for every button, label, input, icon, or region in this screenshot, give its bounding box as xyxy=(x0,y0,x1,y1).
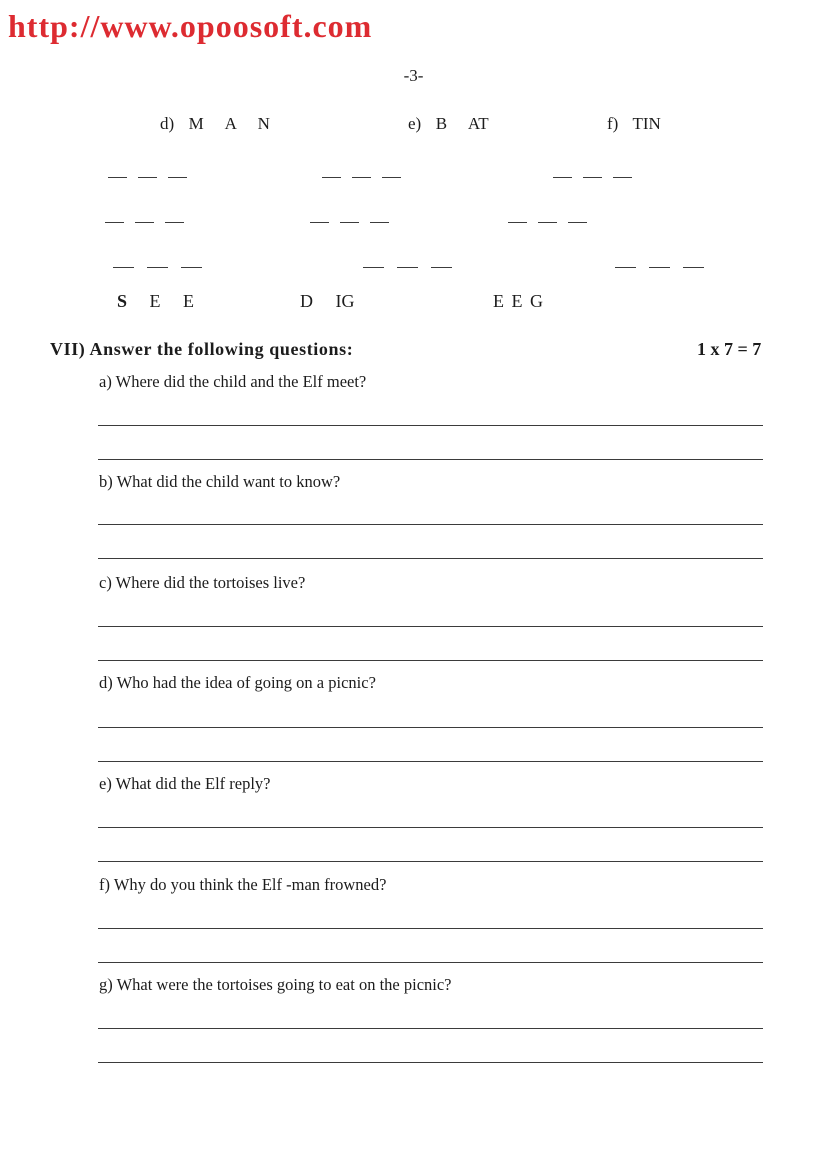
answer-line xyxy=(98,727,763,728)
blank-dash-group-r2c3 xyxy=(508,222,587,223)
answer-line xyxy=(98,861,763,862)
blank-dash-group-r3c1 xyxy=(113,267,202,268)
blank-dash xyxy=(181,267,202,268)
question-c: c) Where did the tortoises live? xyxy=(99,573,306,592)
puzzle-item-d: d) M A N xyxy=(160,114,270,133)
answer-line xyxy=(98,524,763,525)
blank-dash xyxy=(352,177,371,178)
blank-dash xyxy=(613,177,632,178)
answer-line xyxy=(98,761,763,762)
blank-dash xyxy=(310,222,329,223)
blank-dash xyxy=(538,222,557,223)
blank-dash xyxy=(508,222,527,223)
answer-line xyxy=(98,558,763,559)
blank-dash xyxy=(683,267,704,268)
blank-dash xyxy=(108,177,127,178)
blank-dash xyxy=(370,222,389,223)
blank-dash-group-r1c2 xyxy=(322,177,401,178)
blank-dash xyxy=(168,177,187,178)
blank-dash xyxy=(397,267,418,268)
blank-dash xyxy=(615,267,636,268)
watermark-url[interactable]: http://www.opoosoft.com xyxy=(8,8,373,44)
blank-dash xyxy=(165,222,184,223)
marks-label: 1 x 7 = 7 xyxy=(697,339,762,359)
answer-line xyxy=(98,928,763,929)
question-e: e) What did the Elf reply? xyxy=(99,774,271,793)
answer-line xyxy=(98,626,763,627)
blank-dash xyxy=(147,267,168,268)
blank-dash xyxy=(431,267,452,268)
answer-line xyxy=(98,425,763,426)
page-number: -3- xyxy=(403,66,424,85)
answer-line xyxy=(98,1062,763,1063)
answer-letters-1: S E E xyxy=(117,291,195,311)
blank-dash xyxy=(138,177,157,178)
puzzle-item-f: f) TIN xyxy=(607,114,661,133)
blank-dash xyxy=(363,267,384,268)
blank-dash-group-r2c2 xyxy=(310,222,389,223)
answer-letters-3: E E G xyxy=(493,291,543,311)
blank-dash xyxy=(113,267,134,268)
question-a: a) Where did the child and the Elf meet? xyxy=(99,372,367,391)
blank-dash xyxy=(649,267,670,268)
blank-dash xyxy=(322,177,341,178)
answer-line xyxy=(98,459,763,460)
blank-dash xyxy=(553,177,572,178)
blank-dash-group-r1c1 xyxy=(108,177,187,178)
blank-dash xyxy=(583,177,602,178)
blank-dash-group-r3c2 xyxy=(363,267,452,268)
section-title: VII) Answer the following questions: xyxy=(50,339,354,359)
blank-dash xyxy=(135,222,154,223)
puzzle-item-e: e) B AT xyxy=(408,114,489,133)
answer-letters-2: D IG xyxy=(300,291,355,311)
blank-dash-group-r2c1 xyxy=(105,222,184,223)
blank-dash xyxy=(340,222,359,223)
blank-dash xyxy=(568,222,587,223)
blank-dash-group-r1c3 xyxy=(553,177,632,178)
blank-dash-group-r3c3 xyxy=(615,267,704,268)
question-g: g) What were the tortoises going to eat on the picnic? xyxy=(99,975,452,994)
question-d: d) Who had the idea of going on a picnic? xyxy=(99,673,376,692)
answer-line xyxy=(98,962,763,963)
answer-line xyxy=(98,660,763,661)
question-b: b) What did the child want to know? xyxy=(99,472,341,491)
answer-line xyxy=(98,827,763,828)
blank-dash xyxy=(105,222,124,223)
question-f: f) Why do you think the Elf -man frowned? xyxy=(99,875,387,894)
answer-line xyxy=(98,1028,763,1029)
blank-dash xyxy=(382,177,401,178)
